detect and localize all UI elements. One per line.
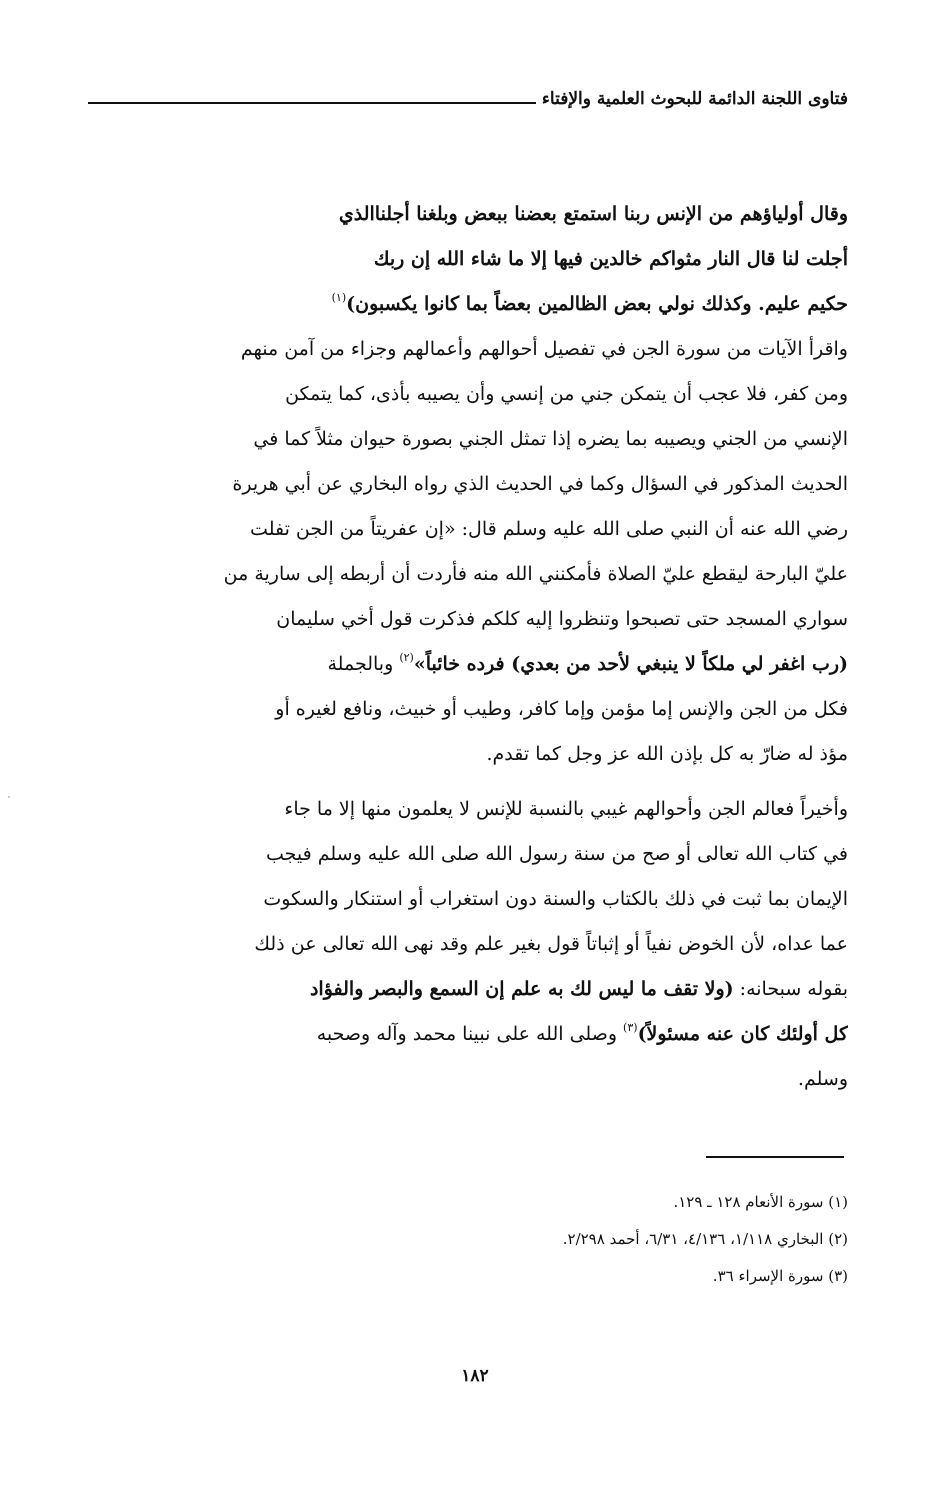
text-fragment: وصلى الله على نبينا محمد وآله وصحبه: [316, 1023, 624, 1045]
text-fragment: بقوله سبحانه:: [733, 978, 848, 1000]
quran-verse-text: كل أولئك كان عنه مسئولاً): [637, 1023, 848, 1045]
footnote-item: (١) سورة الأنعام ١٢٨ ـ ١٢٩.: [673, 1193, 848, 1211]
page-number: ١٨٢: [461, 1366, 489, 1386]
text-line: أجلت لنا قال النار مثواكم خالدين فيها إلا ما شاء الله إن ربك: [373, 248, 848, 270]
text-line: وأخيراً فعالم الجن وأحوالهم غيبي بالنسبة للإنس لا يعلمون منها إلا ما جاء: [284, 798, 848, 820]
footnote-item: (٣) سورة الإسراء ٣٦.: [712, 1267, 848, 1285]
footnote-item: (٢) البخاري ١/١١٨، ٤/١٣٦، ٦/٣١، أحمد ٢/٢٩٨.: [562, 1230, 848, 1248]
text-line: الإنسي من الجني ويصيبه بما يضره إذا تمثل الجني بصورة حيوان مثلاً كما في: [253, 428, 848, 450]
text-line: الإيمان بما ثبت في ذلك بالكتاب والسنة دون استغراب أو استنكار والسكوت: [263, 888, 848, 910]
text-line: الحديث المذكور في السؤال وكما في الحديث الذي رواه البخاري عن أبي هريرة: [232, 473, 848, 495]
main-text: [88, 192, 848, 1102]
text-line: وقال أولياؤهم من الإنس ربنا استمتع بعضنا ببعض وبلغنا أجلناالذي: [338, 203, 848, 225]
footnote-ref: (٢): [399, 651, 414, 664]
footnote-ref: (١): [331, 291, 347, 304]
text-line: واقرأ الآيات من سورة الجن في تفصيل أحوالهم وأعمالهم وجزاء من آمن منهم: [240, 338, 848, 360]
text-line: عليّ البارحة ليقطع عليّ الصلاة فأمكنني الله منه فأردت أن أربطه إلى سارية من: [223, 563, 848, 585]
running-header: [88, 84, 848, 114]
text-line: [88, 282, 848, 327]
text-line: عما عداه، لأن الخوض نفياً أو إثباتاً قول بغير علم وقد نهى الله تعالى عن ذلك: [254, 933, 848, 955]
text-line: في كتاب الله تعالى أو صح من سنة رسول الله صلى الله عليه وسلم فيجب: [265, 843, 848, 865]
text-line: [88, 967, 848, 1012]
text-fragment: وبالجملة: [327, 653, 394, 675]
paragraph-1: [88, 192, 848, 777]
scan-speck: [8, 796, 10, 798]
footnote-ref: (٣): [623, 1021, 638, 1034]
footnote-separator: [706, 1156, 844, 1158]
text-line: ومن كفر، فلا عجب أن يتمكن جني من إنسي وأن يصيبه بأذى، كما يتمكن: [285, 383, 848, 405]
paragraph-2: [88, 787, 848, 1102]
text-line: فكل من الجن والإنس إما مؤمن وإما كافر، وطيب أو خبيث، ونافع لغيره أو: [275, 698, 848, 720]
text-line: [88, 642, 848, 687]
header-rule: [88, 102, 536, 104]
text-line: مؤذ له ضارّ به كل بإذن الله عز وجل كما تقدم.: [486, 743, 848, 765]
quran-verse-text: (ولا تقف ما ليس لك به علم إن السمع والبصر والفؤاد: [309, 978, 734, 1000]
hadith-quote-text: (رب اغفر لي ملكاً لا ينبغي لأحد من بعدي) فرده خائباً»: [413, 653, 848, 675]
quran-verse-text: حكيم عليم. وكذلك نولي بعض الظالمين بعضاً بما كانوا يكسبون): [346, 293, 848, 315]
text-line: وسلم.: [797, 1068, 848, 1090]
text-line: [88, 1012, 848, 1057]
header-title: فتاوى اللجنة الدائمة للبحوث العلمية والإفتاء: [541, 89, 848, 109]
footnotes: [88, 1184, 848, 1295]
text-line: رضي الله عنه أن النبي صلى الله عليه وسلم قال: «إن عفريتاً من الجن تفلت: [250, 518, 848, 540]
text-line: سواري المسجد حتى تصبحوا وتنظروا إليه كلكم فذكرت قول أخي سليمان: [276, 608, 848, 630]
